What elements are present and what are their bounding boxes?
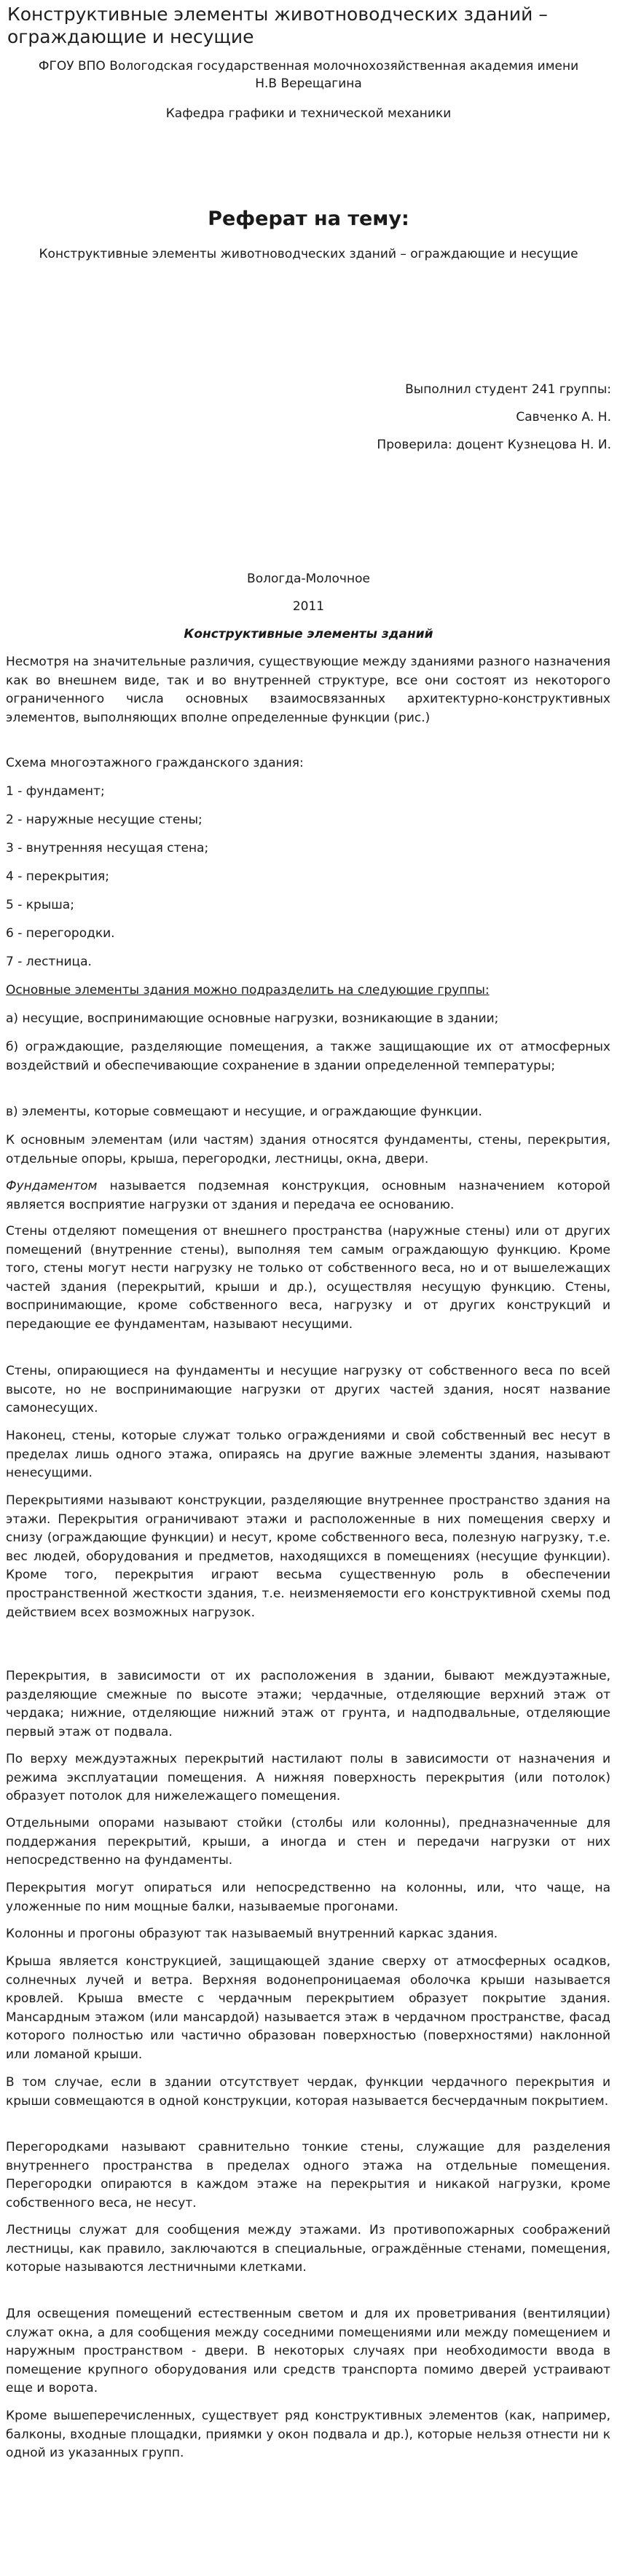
frame-paragraph: Колонны и прогоны образуют так называемый внутренний каркас здания.	[6, 1927, 498, 1941]
foundation-text: называется подземная конструкция, основным назначением которой является восприятие нагрузки от здания и передача ее основанию.	[6, 1179, 610, 1212]
self-bearing-paragraph: Стены, опирающиеся на фундаменты и несущие нагрузку от собственного веса по всей высоте, но не воспринимающие нагрузки от других частей здания, носят название самонесущих.	[6, 1364, 610, 1416]
year: 2011	[292, 599, 325, 614]
partitions-paragraph: Перегородками называют сравнительно тонкие стены, служащие для разделения внутреннего пространства в пределах одного этажа на отдельные помещения. Перегородки опираются в каждом этаже на перекрытия и никакой нагрузки, кроме собственного веса, не несут.	[6, 2140, 610, 2210]
group-b: б) ограждающие, разделяющие помещения, а также защищающие их от атмосферных воздействий и обеспечивающие сохранение в здании определенной температуры;	[6, 1040, 610, 1073]
performed-by: Выполнил студент 241 группы:	[405, 382, 611, 397]
floor-types-paragraph: Перекрытия, в зависимости от их расположения в здании, бывают междуэтажные, разделяющие смежные по высоте этажи; чердачные, отделяющие верхний этаж от чердака; нижние, отделяющие нижний этаж от грунта, и надподвальные, отделяющие первый этаж от подвала.	[6, 1669, 610, 1739]
document-title: Конструктивные элементы животноводческих зданий – ограждающие и несущие	[7, 4, 548, 47]
city: Вологда-Молочное	[247, 572, 370, 586]
group-a: а) несущие, воспринимающие основные нагрузки, возникающие в здании;	[6, 1011, 499, 1026]
combined-roof-paragraph: В том случае, если в здании отсутствует чердак, функции чердачного перекрытия и крыши совмещаются в одной конструкции, которая называется бесчердачным покрытием.	[6, 2075, 610, 2109]
scheme-caption: Схема многоэтажного гражданского здания:	[6, 756, 304, 770]
non-bearing-paragraph: Наконец, стены, которые служат только ограждениями и свой собственный вес несут в пределах лишь одного этажа, опираясь на другие важные элементы здания, называют ненесущими.	[6, 1429, 610, 1481]
groups-heading: Основные элементы здания можно подразделить на следующие группы:	[6, 983, 490, 997]
section-title: Конструктивные элементы зданий	[184, 627, 433, 641]
list-item: 3 - внутренняя несущая стена;	[6, 841, 209, 856]
student-name: Савченко А. Н.	[516, 410, 611, 424]
group-c: в) элементы, которые совмещают и несущие, и ограждающие функции.	[6, 1105, 482, 1119]
list-item: 1 - фундамент;	[6, 784, 105, 799]
floors-paragraph: Перекрытиями называют конструкции, разделяющие внутреннее пространство здания на этажи. Перекрытия ограничивают этажи и расположенные в них помещения сверху и снизу (ограждающие функции) и несут, кроме собственного веса, полезную нагрузку, т.е. вес людей, оборудования и предметов, находящихся в помещениях (несущие функции). Кроме того, перекрытия играют весьма существенную роль в обеспечении пространственной жесткости здания, т.е. неизменяемости его конструктивной схемы под действием всех возможных нагрузок.	[6, 1493, 610, 1620]
report-topic: Конструктивные элементы животноводческих зданий – ограждающие и несущие	[39, 247, 578, 261]
walls-paragraph: Стены отделяют помещения от внешнего пространства (наружные стены) или от других помещений (внутренние стены), выполняя тем самым ограждающую функцию. Кроме того, стены могут нести нагрузку не только от собственного веса, но и от вышележащих частей здания (перекрытий, крыши и др.), осуществляя несущую функцию. Стены, воспринимающие, кроме собственного веса, нагрузку и от других конструкций и передающие ее фундаментам, называют несущими.	[6, 1224, 610, 1332]
institution-line-1: ФГОУ ВПО Вологодская государственная молочнохозяйственная академия имени	[38, 59, 579, 74]
report-heading: Реферат на тему:	[208, 208, 409, 230]
list-item: 7 - лестница.	[6, 955, 92, 969]
main-elements-paragraph: К основным элементам (или частям) здания относятся фундаменты, стены, перекрытия, отдельные опоры, крыша, перегородки, лестницы, окна, двери.	[6, 1133, 610, 1166]
windows-paragraph: Для освещения помещений естественным светом и для их проветривания (вентиляции) служат окна, а для сообщения между соседними помещениями или между помещением и наружным пространством - двери. В некоторых случаях при необходимости ввода в помещение крупного оборудования или средств транспорта помимо дверей устраивают еще и ворота.	[6, 2307, 610, 2396]
list-item: 2 - наружные несущие стены;	[6, 813, 203, 827]
girders-paragraph: Перекрытия могут опираться или непосредственно на колонны, или, что чаще, на уложенные по ним мощные балки, называемые прогонами.	[6, 1881, 610, 1914]
other-elements-paragraph: Кроме вышеперечисленных, существует ряд конструктивных элементов (как, например, балконы, входные площадки, приямки у окон подвала и др.), которые нельзя отнести ни к одной из указанных групп.	[6, 2409, 610, 2461]
department-name: Кафедра графики и технической механики	[165, 106, 452, 121]
list-item: 6 - перегородки.	[6, 926, 115, 941]
foundation-term: Фундаментом	[6, 1179, 98, 1193]
foundation-paragraph	[6, 1177, 610, 1214]
roof-paragraph: Крыша является конструкцией, защищающей здание сверху от атмосферных осадков, солнечных лучей и ветра. Верхняя водонепроницаемая оболочка крыши называется кровлей. Крыша вместе с чердачным перекрытием образует покрытие здания. Мансардным этажом (или мансардой) называется этаж в чердачном пространстве, фасад которого полностью или частично образован поверхностью (поверхностями) наклонной или ломаной крыши.	[6, 1954, 610, 2062]
institution-line-2: Н.В Верещагина	[255, 76, 362, 91]
columns-paragraph: Отдельными опорами называют стойки (столбы или колонны), предназначенные для поддержания перекрытий, крыши, а иногда и стен и передачи нагрузки от них непосредственно на фундаменты.	[6, 1816, 610, 1868]
list-item: 4 - перекрытия;	[6, 869, 109, 884]
floor-surface-paragraph: По верху междуэтажных перекрытий настилают полы в зависимости от назначения и режима эксплуатации помещения. А нижняя поверхность перекрытия (или потолок) образует потолок для нижележащего помещения.	[6, 1752, 610, 1804]
checked-by: Проверила: доцент Кузнецова Н. И.	[377, 438, 611, 452]
stairs-paragraph: Лестницы служат для сообщения между этажами. Из противопожарных соображений лестницы, как правило, заключаются в специальные, ограждённые стенами, помещения, которые называются лестничными клетками.	[6, 2223, 610, 2275]
intro-paragraph: Несмотря на значительные различия, существующие между зданиями разного назначения как во внешнем виде, так и во внутренней структуре, все они состоят из некоторого ограниченного числа основных взаимосвязанных архитектурно-конструктивных элементов, выполняющих вполне определенные функции (рис.)	[6, 655, 610, 725]
list-item: 5 - крыша;	[6, 898, 74, 912]
